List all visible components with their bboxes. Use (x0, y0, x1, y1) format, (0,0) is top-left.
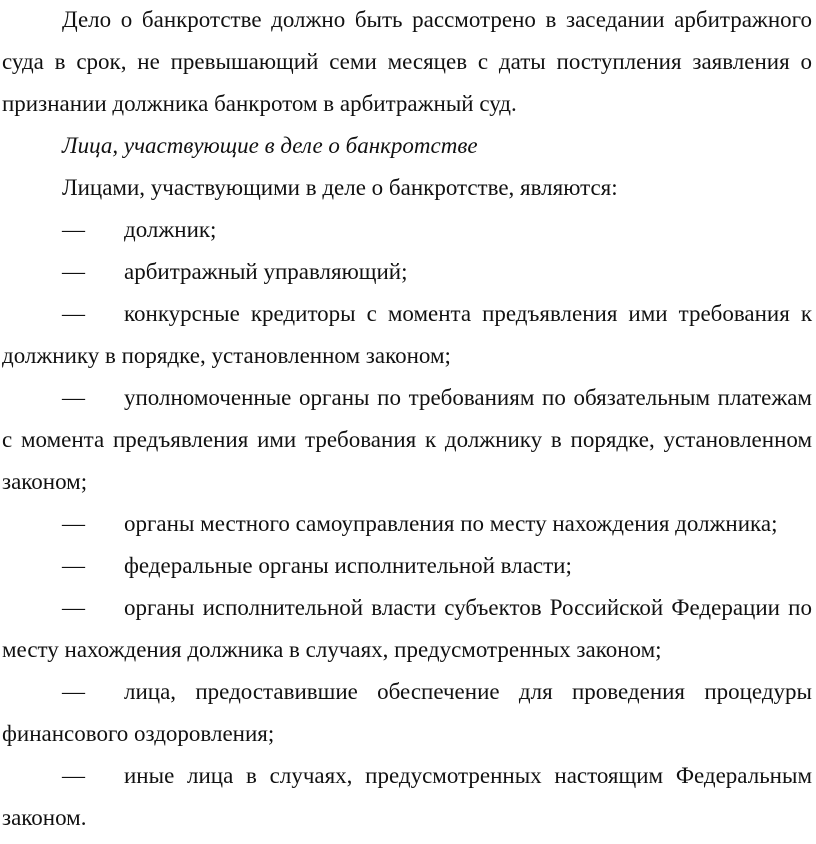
list-item (2, 293, 812, 377)
dash-marker: — (62, 385, 85, 410)
list-item (2, 209, 812, 251)
dash-marker: — (62, 679, 85, 704)
dash-marker: — (62, 553, 85, 578)
dash-marker: — (62, 301, 85, 326)
intro-paragraph: Дело о банкротстве должно быть рассмотрено в заседании арбитражного суда в срок, не превышающий семи месяцев с даты поступления заявления о признании должника банкротом в арбитражный суд. (2, 7, 812, 116)
participants-list (2, 209, 812, 839)
list-item-text: должник; (124, 217, 217, 242)
list-item (2, 671, 812, 755)
list-item-text: органы местного самоуправления по месту нахождения должника; (124, 511, 778, 536)
lead-sentence: Лицами, участвующими в деле о банкротстве, являются: (62, 175, 618, 200)
list-item-text: конкурсные кредиторы с момента предъявления ими требования к должнику в порядке, установленном законом; (2, 301, 812, 368)
list-item-text: иные лица в случаях, предусмотренных настоящим Федеральным законом. (2, 763, 812, 830)
list-item (2, 755, 812, 839)
dash-marker: — (62, 511, 85, 536)
list-item (2, 251, 812, 293)
dash-marker: — (62, 763, 85, 788)
list-item-text: органы исполнительной власти субъектов Российской Федерации по месту нахождения должника в случаях, предусмотренных законом; (2, 595, 812, 662)
list-item-text: лица, предоставившие обеспечение для проведения процедуры финансового оздоровления; (2, 679, 812, 746)
list-item (2, 587, 812, 671)
dash-marker: — (62, 595, 85, 620)
list-item-text: уполномоченные органы по требованиям по обязательным платежам с момента предъявления ими требования к должнику в порядке, установленном законом; (2, 385, 812, 494)
list-item-text: федеральные органы исполнительной власти; (124, 553, 572, 578)
list-item (2, 377, 812, 503)
section-heading: Лица, участвующие в деле о банкротстве (62, 133, 478, 158)
list-item (2, 503, 812, 545)
dash-marker: — (62, 259, 85, 284)
dash-marker: — (62, 217, 85, 242)
list-item (2, 545, 812, 587)
list-item-text: арбитражный управляющий; (124, 259, 408, 284)
